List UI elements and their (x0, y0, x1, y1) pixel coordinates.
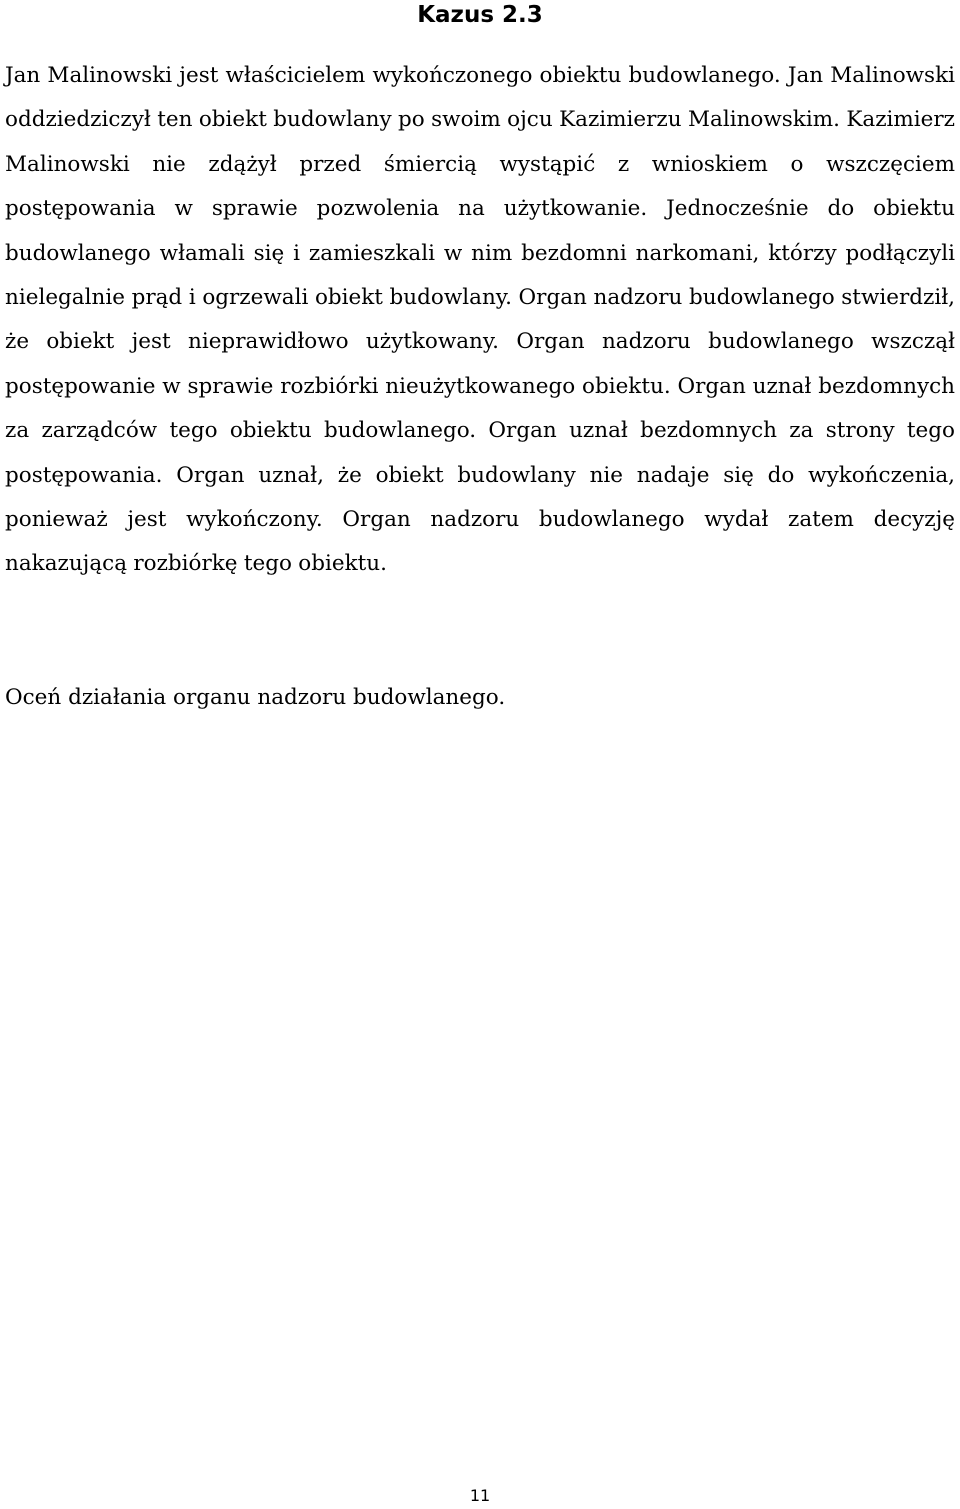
case-title: Kazus 2.3 (417, 2, 543, 28)
case-description-paragraph: Jan Malinowski jest właścicielem wykończonego obiektu budowlanego. Jan Malinowski oddziedziczył ten obiekt budowlany po swoim ojcu Kazimierzu Malinowskim. Kazimierz Malinowski nie zdążył przed śmiercią wystąpić z wnioskiem o wszczęciem postępowania w sprawie pozwolenia na użytkowanie. Jednocześnie do obiektu budowlanego włamali się i zamieszkali w nim bezdomni narkomani, którzy podłączyli nielegalnie prąd i ogrzewali obiekt budowlany. Organ nadzoru budowlanego stwierdził, że obiekt jest nieprawidłowo użytkowany. Organ nadzoru budowlanego wszczął postępowanie w sprawie rozbiórki nieużytkowanego obiektu. Organ uznał bezdomnych za zarządców tego obiektu budowlanego. Organ uznał bezdomnych za strony tego postępowania. Organ uznał, że obiekt budowlany nie nadaje się do wykończenia, ponieważ jest wykończony. Organ nadzoru budowlanego wydał zatem decyzję nakazującą rozbiórkę tego obiektu. (5, 63, 955, 577)
case-question: Oceń działania organu nadzoru budowlanego. (5, 685, 506, 710)
page-number: 11 (469, 1486, 491, 1505)
